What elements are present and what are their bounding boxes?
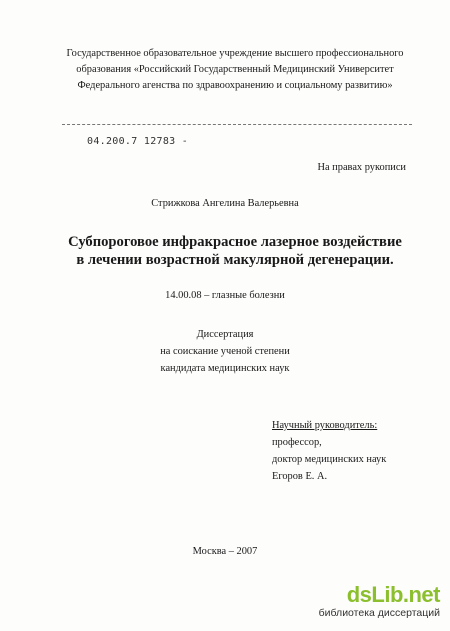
supervisor-line-3: Егоров Е. А. <box>272 471 328 482</box>
specialty-code: 14.00.08 – глазные болезни <box>165 290 285 301</box>
institution-header <box>40 46 430 94</box>
degree-line-2: на соискание ученой степени <box>160 346 290 357</box>
supervisor-heading: Научный руководитель: <box>272 420 378 431</box>
manuscript-rights-label: На правах рукописи <box>317 162 406 173</box>
author-name: Стрижкова Ангелина Валерьевна <box>151 198 299 209</box>
title-line-2: в лечении возрастной макулярной дегенерации. <box>76 252 394 268</box>
watermark <box>300 584 440 620</box>
degree-line-3: кандидата медицинских наук <box>160 363 290 374</box>
degree-statement <box>0 326 450 377</box>
library-stamp: 04.200.7 12783 - <box>87 136 189 147</box>
watermark-logo: dsLib.net <box>346 582 440 607</box>
title-line-1: Субпороговое инфракрасное лазерное воздействие <box>68 234 402 250</box>
header-line-3: Федерального агенства по здравоохранению и социальному развитию» <box>77 80 393 91</box>
supervisor-line-1: профессор, <box>272 437 322 448</box>
city-year: Москва – 2007 <box>192 546 258 557</box>
scientific-supervisor <box>272 417 386 485</box>
header-line-1: Государственное образовательное учреждение высшего профессионального <box>66 48 404 59</box>
watermark-tagline: библиотека диссертаций <box>318 607 440 619</box>
separator-line <box>62 124 412 125</box>
dissertation-title <box>20 233 450 269</box>
degree-line-1: Диссертация <box>196 329 254 340</box>
supervisor-line-2: доктор медицинских наук <box>272 454 387 465</box>
header-line-2: образования «Российский Государственный Медицинский Университет <box>76 64 394 75</box>
